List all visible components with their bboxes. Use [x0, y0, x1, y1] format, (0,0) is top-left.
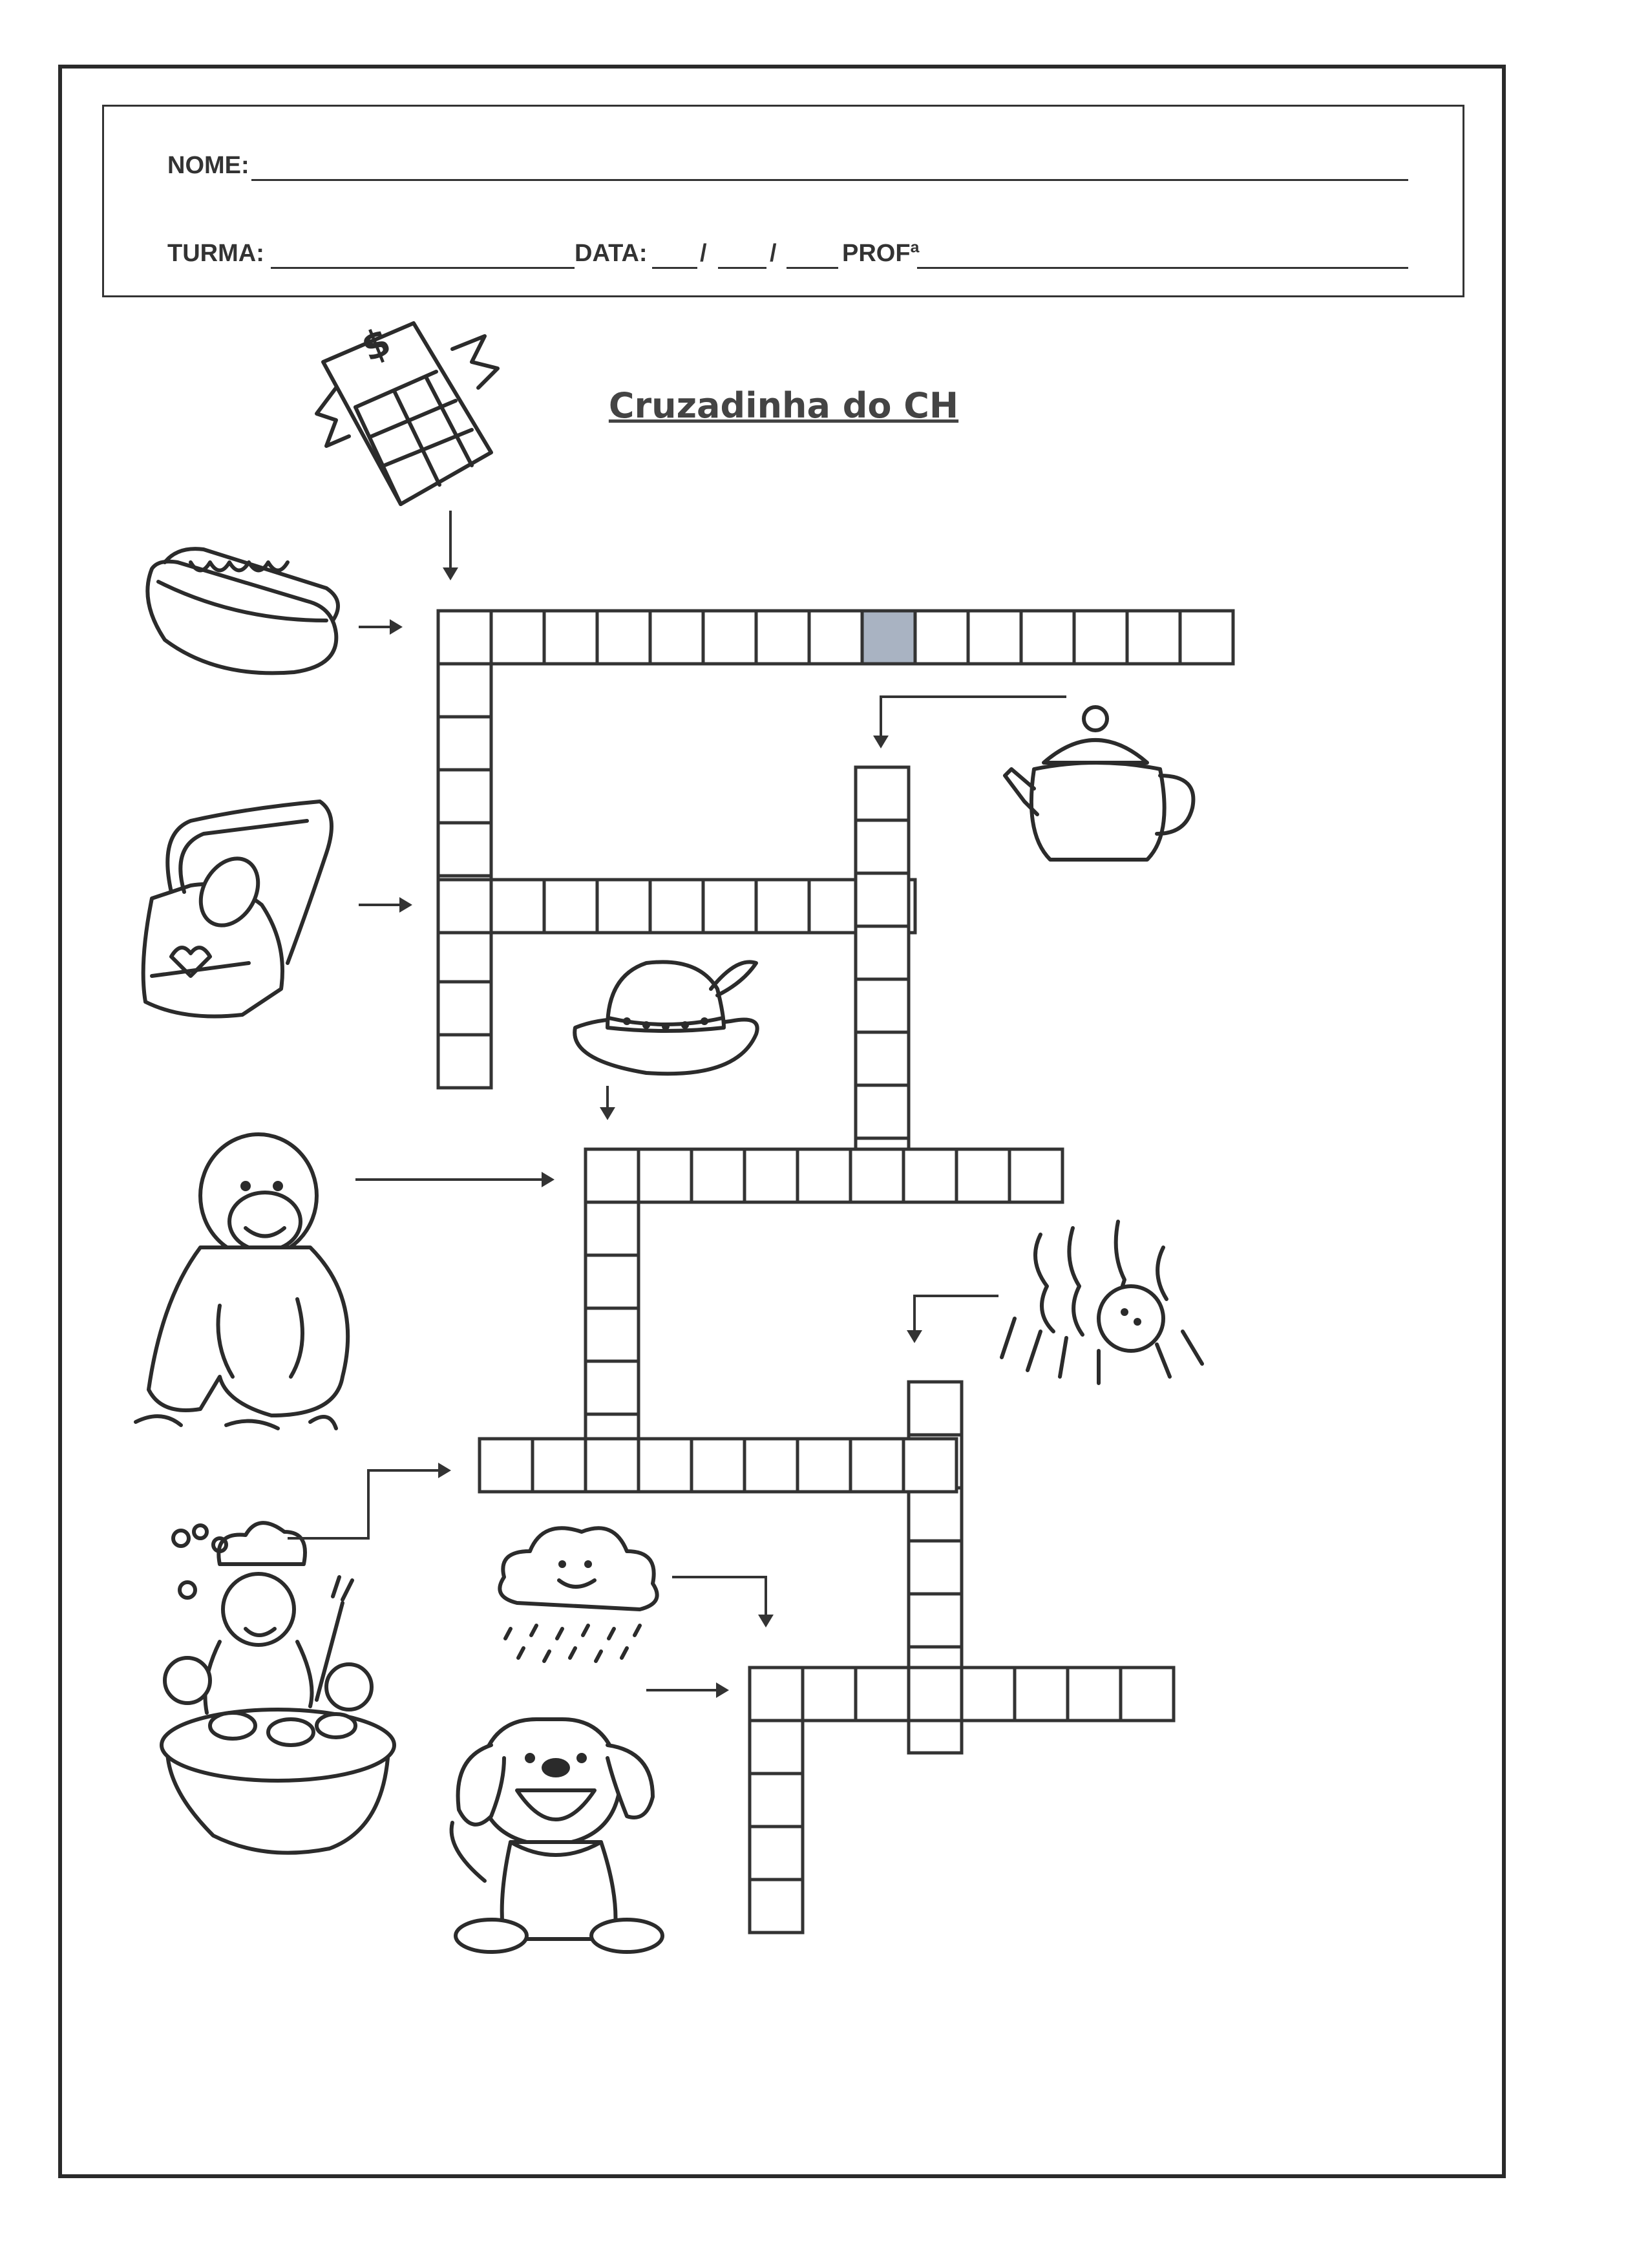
date-slash-1: / — [700, 240, 707, 267]
crossword-cell[interactable] — [1127, 611, 1180, 664]
crossword-cell[interactable] — [856, 767, 909, 820]
crossword-cell[interactable] — [597, 880, 650, 933]
arrow-barbecue — [288, 1463, 451, 1538]
crossword-cell[interactable] — [745, 1439, 798, 1492]
arrow-rain-cloud — [672, 1577, 774, 1627]
crossword-cell[interactable] — [850, 1149, 903, 1202]
crossword-cell[interactable] — [856, 1032, 909, 1085]
crossword-cell[interactable] — [856, 1085, 909, 1138]
crossword-cell[interactable] — [750, 1721, 803, 1774]
crossword-cell[interactable] — [856, 1668, 909, 1721]
crossword-cell[interactable] — [438, 1035, 491, 1088]
crossword-cell[interactable] — [586, 1361, 639, 1414]
crossword-cell[interactable] — [438, 717, 491, 770]
crossword-cell[interactable] — [491, 611, 544, 664]
page-title: Cruzadinha do CH — [608, 385, 959, 426]
crossword-cell[interactable] — [1068, 1668, 1121, 1721]
teapot-icon — [1005, 707, 1193, 860]
crossword-cell[interactable] — [438, 770, 491, 823]
crossword-cell[interactable] — [750, 1880, 803, 1933]
class-label: TURMA: — [167, 240, 264, 267]
crossword-cell[interactable] — [586, 1308, 639, 1361]
crossword-cell[interactable] — [909, 1594, 962, 1647]
crossword-cell[interactable] — [438, 823, 491, 876]
crossword-cell[interactable] — [903, 1149, 956, 1202]
crossword-cell[interactable] — [856, 873, 909, 926]
crossword-cell[interactable] — [597, 611, 650, 664]
crossword-cell[interactable] — [750, 1827, 803, 1880]
crossword-cell[interactable] — [1021, 611, 1074, 664]
crossword-cell[interactable] — [438, 880, 491, 933]
backpack-icon — [143, 801, 332, 1017]
crossword-cell[interactable] — [491, 880, 544, 933]
crossword-cell[interactable] — [438, 664, 491, 717]
crossword-cell[interactable] — [750, 1774, 803, 1827]
crossword-cell[interactable] — [909, 1382, 962, 1435]
arrow-puppy — [646, 1682, 729, 1698]
barbecue-icon — [162, 1523, 394, 1853]
crossword-cell[interactable] — [533, 1439, 586, 1492]
crossword-cell[interactable] — [798, 1149, 850, 1202]
crossword-cell[interactable] — [703, 880, 756, 933]
crossword-cell[interactable] — [850, 1439, 903, 1492]
teacher-label: PROFª — [842, 240, 920, 267]
crossword-cell[interactable] — [586, 1255, 639, 1308]
arrow-hat — [600, 1086, 615, 1120]
crossword-cell[interactable] — [438, 929, 491, 982]
arrow-bowling — [907, 1296, 998, 1343]
arrow-hot-dog — [359, 619, 403, 635]
crossword-cell[interactable] — [756, 611, 809, 664]
crossword-cell[interactable] — [438, 611, 491, 664]
crossword-cell[interactable] — [639, 1149, 692, 1202]
crossword-cell[interactable] — [586, 1439, 639, 1492]
crossword-cell[interactable] — [586, 1149, 639, 1202]
crossword-cell[interactable] — [1121, 1668, 1174, 1721]
puppy-icon — [452, 1719, 662, 1952]
crossword-cell[interactable] — [803, 1668, 856, 1721]
date-label: DATA: — [575, 240, 648, 267]
crossword-cell[interactable] — [856, 926, 909, 979]
crossword-cell[interactable] — [639, 1439, 692, 1492]
crossword-cell[interactable] — [968, 611, 1021, 664]
crossword-cell[interactable] — [1015, 1668, 1068, 1721]
bowling-pins-icon — [1002, 1222, 1202, 1383]
name-label: NOME: — [167, 152, 249, 179]
crossword-cell[interactable] — [438, 982, 491, 1035]
crossword-cell[interactable] — [1009, 1149, 1062, 1202]
svg-text:$: $ — [355, 319, 397, 371]
crossword-cell[interactable] — [956, 1149, 1009, 1202]
crossword-cell[interactable] — [544, 880, 597, 933]
crossword-cell[interactable] — [756, 880, 809, 933]
crossword-cell[interactable] — [544, 611, 597, 664]
crossword-cell[interactable] — [750, 1668, 803, 1721]
crossword-cell[interactable] — [1074, 611, 1127, 664]
crossword-cell[interactable] — [703, 611, 756, 664]
crossword-cell[interactable] — [909, 1541, 962, 1594]
arrow-chimpanzee — [355, 1172, 555, 1187]
crossword-cell[interactable] — [909, 1668, 962, 1721]
crossword-cell[interactable] — [650, 880, 703, 933]
hot-dog-icon — [147, 549, 338, 673]
crossword-cell[interactable] — [856, 979, 909, 1032]
crossword-cell[interactable] — [586, 1202, 639, 1255]
hat-icon — [575, 962, 757, 1074]
arrow-chocolate — [443, 511, 458, 580]
crossword-cell[interactable] — [692, 1439, 745, 1492]
crossword-cell[interactable] — [862, 611, 915, 664]
arrow-backpack — [359, 897, 412, 913]
crossword-cell[interactable] — [692, 1149, 745, 1202]
crossword-cell[interactable] — [856, 820, 909, 873]
crossword-cell[interactable] — [909, 1488, 962, 1541]
crossword-cell[interactable] — [903, 1439, 956, 1492]
crossword-cell[interactable] — [650, 611, 703, 664]
crossword-cell[interactable] — [798, 1439, 850, 1492]
crossword-cell[interactable] — [1180, 611, 1233, 664]
crossword-cell[interactable] — [962, 1668, 1015, 1721]
arrow-teapot — [873, 697, 1066, 748]
crossword-cell[interactable] — [480, 1439, 533, 1492]
crossword-cell[interactable] — [809, 611, 862, 664]
crossword-cell[interactable] — [915, 611, 968, 664]
crossword-cell[interactable] — [745, 1149, 798, 1202]
chimpanzee-icon — [136, 1134, 348, 1428]
rain-cloud-icon — [500, 1528, 657, 1661]
date-slash-2: / — [770, 240, 777, 267]
